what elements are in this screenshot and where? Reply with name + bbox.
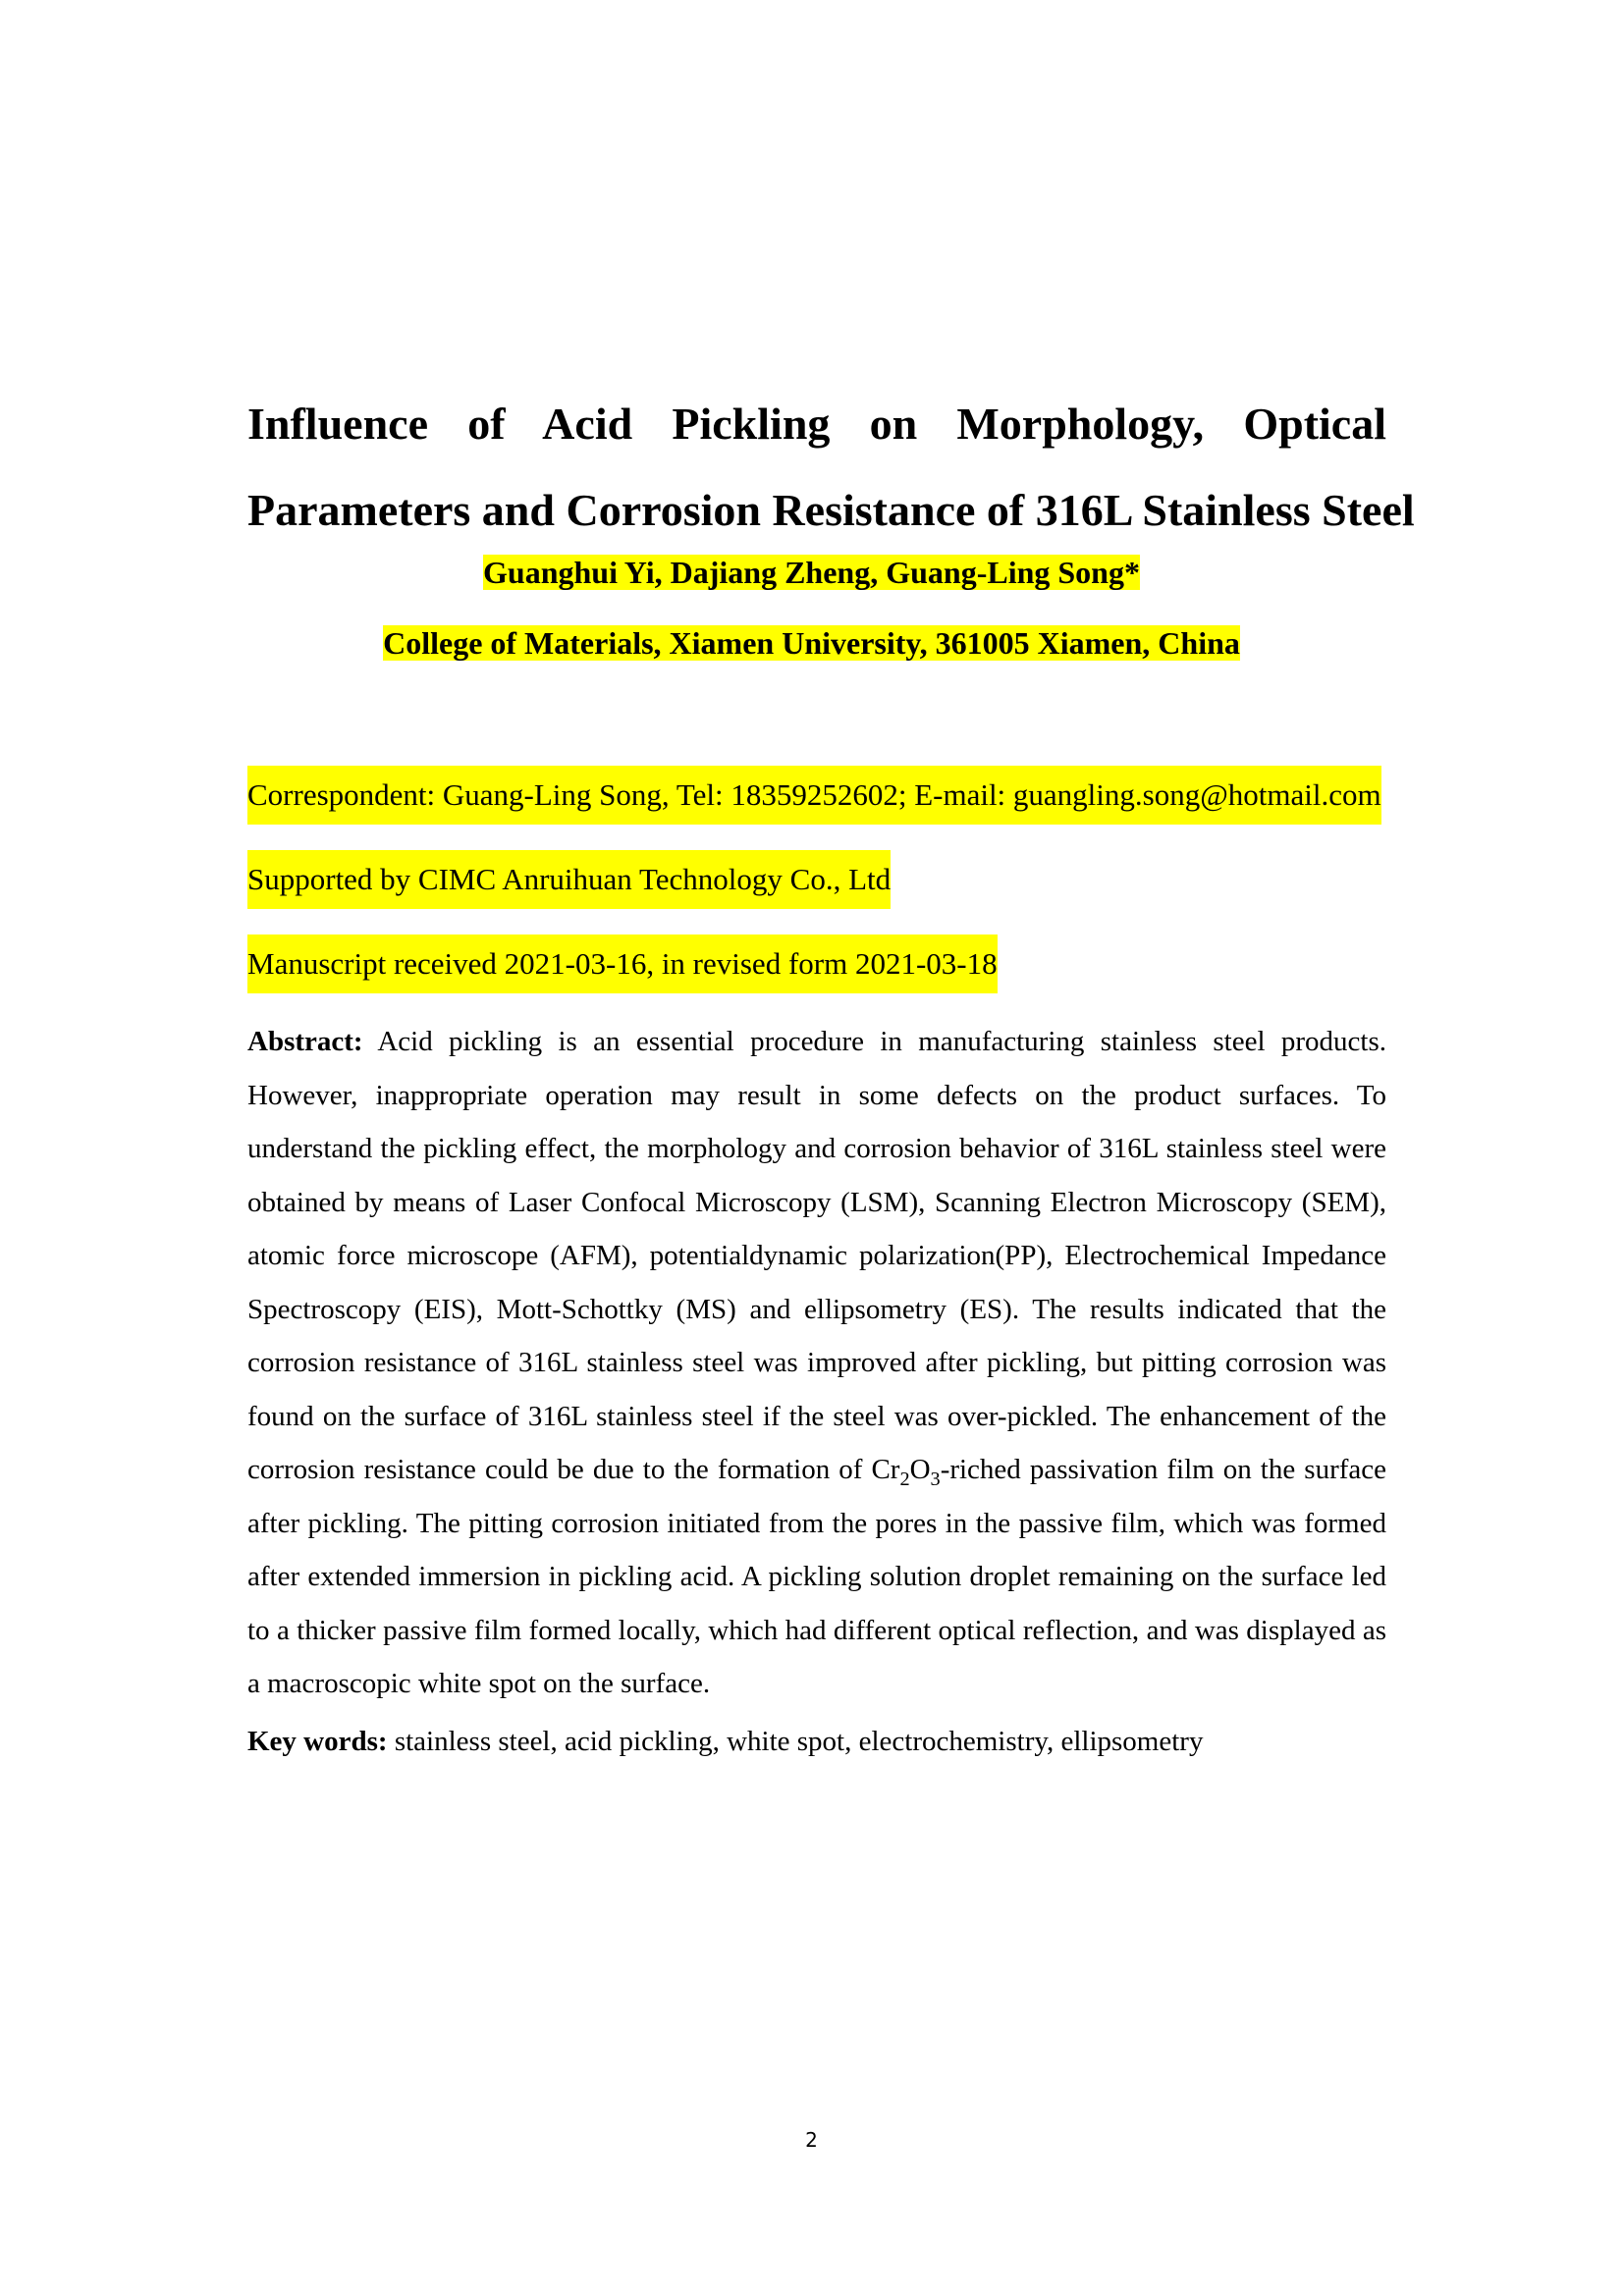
formula-element-1: Cr <box>871 1454 900 1485</box>
keywords <box>247 1715 1386 1768</box>
affiliation <box>0 614 1623 671</box>
title-line-1: Influence of Acid Pickling on Morphology, Optical <box>247 399 1386 449</box>
author-separator: , <box>870 555 887 590</box>
funding-line: Supported by CIMC Anruihuan Technology Co., Ltd <box>247 850 891 909</box>
page-number: 2 <box>805 2128 818 2152</box>
correspondent-line: Correspondent: Guang-Ling Song, Tel: 18359252602; E-mail: guangling.song@hotmail.com <box>247 766 1381 825</box>
formula-element-2: O <box>909 1454 931 1485</box>
keywords-label: Key words: <box>247 1726 388 1757</box>
abstract-text-part-1: Acid pickling is an essential procedure in manufacturing stainless steel products. However, inappropriate operation may result in some defects on the product surfaces. To understand the pickling effect, the morphology and corrosion behavior of 316L stainless steel were obtained by means of Laser Confocal Microscopy (LSM), Scanning Electron Microscopy (SEM), atomic force microscope (AFM), potentialdynamic polarization(PP), Electrochemical Impedance Spectroscopy (EIS), Mott-Schottky (MS) and ellipsometry (ES). The results indicated that the corrosion resistance of 316L stainless steel was improved after pickling, but pitting corrosion was found on the surface of 316L stainless steel if the steel was over-pickled. The enhancement of the corrosion resistance could be due to the formation of <box>247 1026 1386 1485</box>
formula-subscript-2: 3 <box>930 1468 941 1490</box>
title-line-2: Parameters and Corrosion Resistance of 316L Stainless Steel <box>247 485 1415 535</box>
manuscript-dates: Manuscript received 2021-03-16, in revised form 2021-03-18 <box>247 934 998 993</box>
chemical-formula <box>871 1454 941 1490</box>
abstract-label: Abstract: <box>247 1026 363 1057</box>
keywords-text: stainless steel, acid pickling, white spot, electrochemistry, ellipsometry <box>387 1726 1204 1757</box>
author-list <box>0 546 1623 599</box>
paper-title <box>247 381 1415 554</box>
author-separator: , <box>654 555 671 590</box>
author-name: Dajiang Zheng <box>670 555 871 590</box>
abstract <box>247 1015 1386 1711</box>
abstract-text-part-2: -riched passivation film on the surface after pickling. The pitting corrosion initiated from the pores in the passive film, which was formed after extended immersion in pickling acid. A pickling solution droplet remaining on the surface led to a thicker passive film formed locally, which had different optical reflection, and was displayed as a macroscopic white spot on the surface. <box>247 1454 1386 1699</box>
author-name: Guanghui Yi <box>483 555 655 590</box>
formula-subscript-1: 2 <box>899 1468 910 1490</box>
author-block <box>483 555 1140 590</box>
author-name: Guang-Ling Song* <box>886 555 1140 590</box>
affiliation-text: College of Materials, Xiamen University, 361005 Xiamen, China <box>383 625 1240 661</box>
